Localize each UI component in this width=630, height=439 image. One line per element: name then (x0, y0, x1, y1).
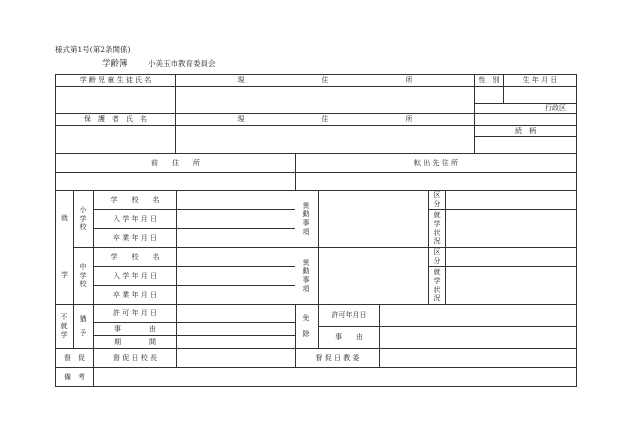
rule (379, 348, 380, 367)
rule (428, 190, 429, 304)
moved-to-address-label: 転 出 先 住 所 (414, 158, 458, 167)
junior-high-school-label: 中学校 (79, 262, 87, 289)
reason-label: 事 由 (114, 324, 156, 333)
elementary-school-name-label: 学 校 名 (110, 195, 160, 204)
permit-date-label: 許 可 年 月 日 (113, 309, 157, 317)
birthdate-label: 生 年 月 日 (522, 76, 558, 84)
rule (55, 367, 576, 368)
elementary-status-label: 就学状況 (433, 211, 441, 246)
exemption-permit-date-label: 許可年月日 (331, 311, 367, 319)
rule (93, 367, 94, 386)
guardian-name-label: 保 護 者 氏 名 (84, 115, 147, 123)
remarks-label: 備 考 (64, 372, 85, 381)
junior-entry-date-label: 入 学 年 月 日 (113, 271, 157, 280)
notice-label: 督 促 (64, 353, 85, 362)
rule (318, 190, 319, 304)
junior-category-label: 区分 (433, 248, 441, 265)
junior-graduation-date-label: 卒 業 年 月 日 (113, 290, 157, 299)
elementary-graduation-date-label: 卒 業 年 月 日 (113, 233, 157, 242)
elementary-category-label: 区分 (433, 191, 441, 208)
rule (474, 136, 576, 137)
junior-status-label: 就学状況 (433, 268, 441, 303)
elementary-entry-date-label: 入 学 年 月 日 (113, 214, 157, 223)
child-name-label: 学 齢 児 童 生 徒 氏 名 (79, 76, 152, 84)
form-number: 様式第1号(第2条関係) (55, 45, 131, 54)
rule (295, 304, 296, 348)
page-title: 学齢簿 (102, 59, 128, 69)
exemption-reason-label: 事 由 (335, 333, 363, 341)
rule (428, 209, 576, 210)
guardian-address-label: 現 住 所 (237, 115, 413, 123)
junior-school-name-label: 学 校 名 (110, 252, 160, 261)
rule (176, 304, 177, 348)
child-address-label: 現 住 所 (237, 76, 413, 84)
enrollment-label-a: 就 (61, 214, 68, 222)
postponement-label: 猶予 (79, 315, 87, 337)
rule (55, 172, 576, 173)
period-label: 期 間 (114, 337, 156, 346)
relation-label: 続 柄 (515, 126, 536, 135)
elementary-school-label: 小学校 (79, 205, 87, 232)
rule (176, 348, 177, 367)
former-address-label: 前 住 所 (151, 158, 200, 167)
rule (428, 266, 576, 267)
exemption-label: 免除 (302, 314, 310, 338)
district-label: 行政区 (545, 104, 566, 112)
rule (176, 190, 177, 304)
elementary-change-label: 異動事項 (302, 201, 310, 236)
enrollment-label-b: 学 (61, 271, 68, 279)
rule (445, 190, 446, 304)
not-enrolled-label: 不就学 (60, 313, 68, 339)
rule (379, 304, 380, 348)
sex-label: 性 別 (478, 76, 500, 84)
rule (55, 86, 576, 87)
principal-notice-date-label: 督 促 日 校 長 (113, 353, 157, 362)
issuer-name: 小美玉市教育委員会 (148, 59, 216, 68)
border-right (576, 74, 577, 387)
junior-change-label: 異動事項 (302, 258, 310, 293)
rule (73, 190, 74, 304)
rule (73, 304, 74, 348)
border-bottom (55, 386, 577, 387)
board-notice-date-label: 督 促 日 教 委 (315, 353, 360, 362)
